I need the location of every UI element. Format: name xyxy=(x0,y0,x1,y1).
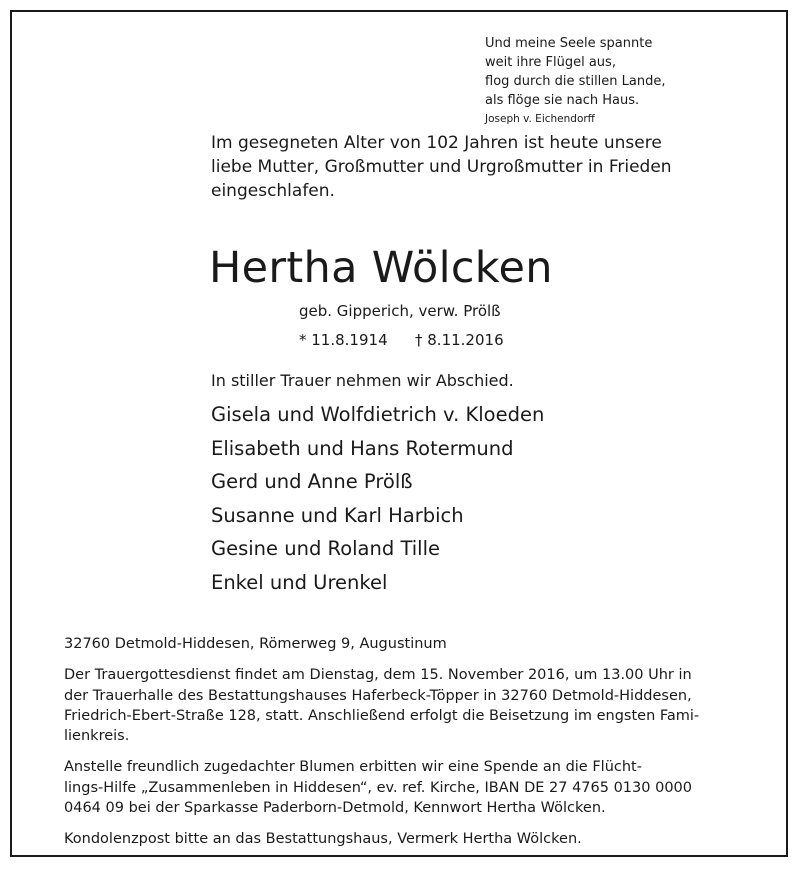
condolence-line: Kondolenzpost bitte an das Bestattungshaus, Vermerk Hertha Wölcken. xyxy=(64,831,582,848)
intro-line: eingeschlafen. xyxy=(211,181,335,201)
mourner-name: Gerd und Anne Prölß xyxy=(211,470,413,493)
donation-line: Anstelle freundlich zugedachter Blumen erbitten wir eine Spende an die Flücht- xyxy=(64,759,642,776)
donation-line: 0464 09 bei der Sparkasse Paderborn-Detmold, Kennwort Hertha Wölcken. xyxy=(64,800,606,817)
condolence-paragraph xyxy=(64,829,754,849)
maiden-name: geb. Gipperich, verw. Prölß xyxy=(299,302,501,320)
service-line: Friedrich-Ebert-Straße 128, statt. Anschließend erfolgt die Beisetzung im engsten Fami- xyxy=(64,707,700,724)
donation-paragraph xyxy=(64,757,754,818)
mourner-name: Elisabeth und Hans Rotermund xyxy=(211,436,514,460)
birth-date: * 11.8.1914 xyxy=(299,331,388,349)
address-line: 32760 Detmold-Hiddesen, Römerweg 9, Augustinum xyxy=(64,636,447,652)
death-date: † 8.11.2016 xyxy=(415,331,504,349)
details-section xyxy=(64,634,754,861)
poem-line: Und meine Seele spannte xyxy=(485,36,653,51)
intro-line: Im gesegneten Alter von 102 Jahren ist heute unsere xyxy=(211,133,662,153)
deceased-name: Hertha Wölcken xyxy=(209,243,553,293)
poem-line: als flöge sie nach Haus. xyxy=(485,93,640,108)
address-paragraph xyxy=(64,634,754,654)
service-line: lienkreis. xyxy=(64,728,130,745)
mourners-list xyxy=(211,400,711,601)
service-line: der Trauerhalle des Bestattungshauses Haferbeck-Töpper in 32760 Detmold-Hiddesen, xyxy=(64,687,692,704)
poem-line: flog durch die stillen Lande, xyxy=(485,74,666,89)
poem-line: weit ihre Flügel aus, xyxy=(485,55,616,70)
intro-line: liebe Mutter, Großmutter und Urgroßmutter in Frieden xyxy=(211,157,672,177)
mourning-heading: In stiller Trauer nehmen wir Abschied. xyxy=(211,371,514,390)
mourner-name: Gisela und Wolfdietrich v. Kloeden xyxy=(211,403,545,426)
mourner-name: Susanne und Karl Harbich xyxy=(211,503,464,527)
intro-paragraph xyxy=(211,131,711,203)
poem-quote xyxy=(485,34,685,128)
service-paragraph xyxy=(64,665,754,746)
mourner-name: Enkel und Urenkel xyxy=(211,570,388,594)
mourner-name: Gesine und Roland Tille xyxy=(211,537,441,560)
poem-author: Joseph v. Eichendorff xyxy=(485,113,595,125)
service-line: Der Trauergottesdienst findet am Dienstag, dem 15. November 2016, um 13.00 Uhr in xyxy=(64,667,692,684)
donation-line: lings-Hilfe „Zusammenleben in Hiddesen“, ev. ref. Kirche, IBAN DE 27 4765 0130 0000 xyxy=(64,779,692,796)
